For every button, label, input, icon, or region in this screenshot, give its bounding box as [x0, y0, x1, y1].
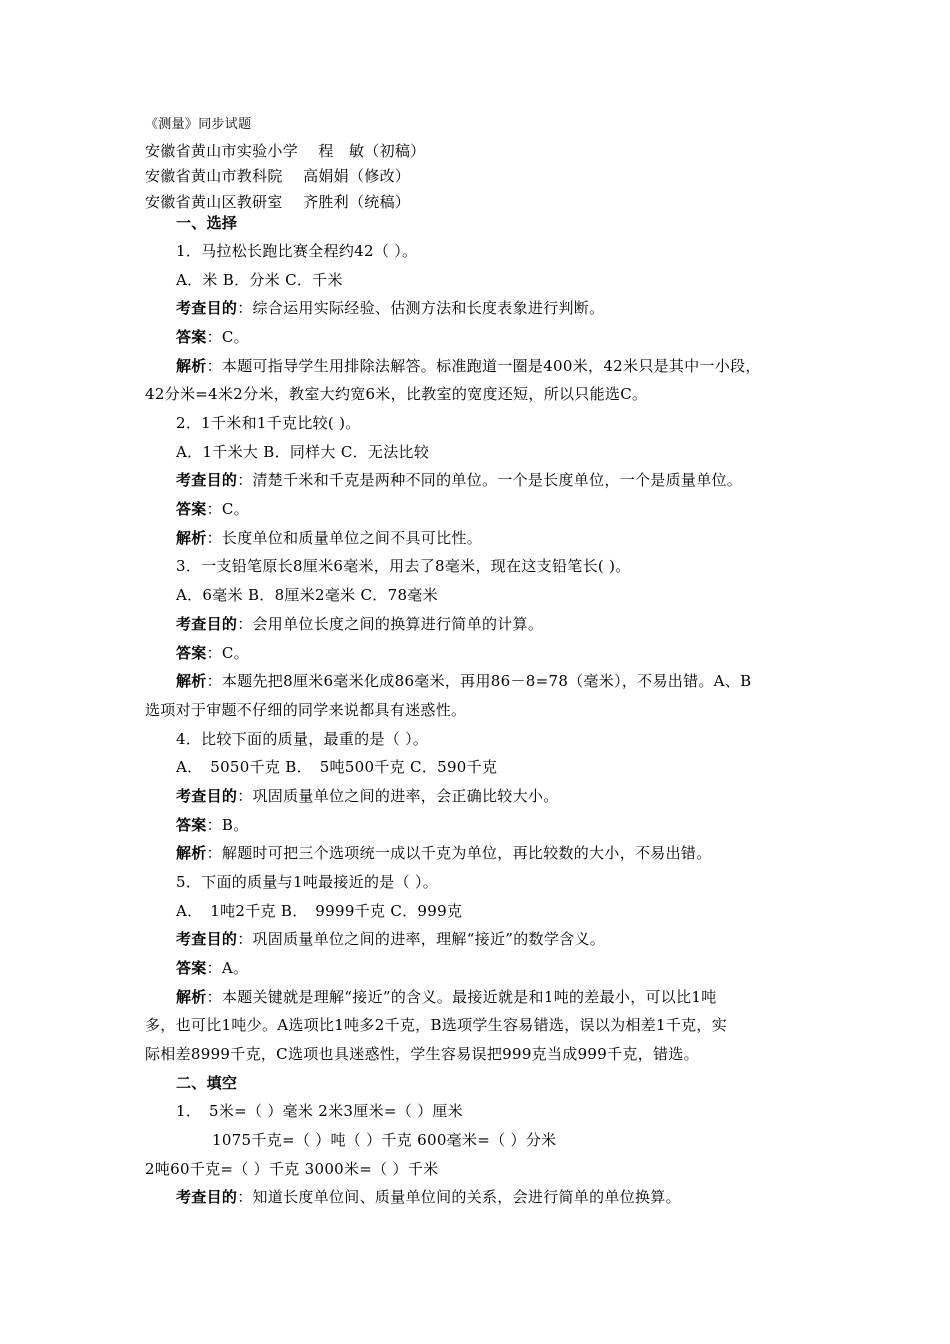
purpose-label: 考查目的 — [176, 1188, 238, 1206]
purpose-text: ：清楚千米和千克是两种不同的单位。一个是长度单位，一个是质量单位。 — [237, 471, 743, 489]
analysis-line — [176, 987, 717, 1007]
question-options: A． 5050千克 B． 5吨500千克 C．590千克 — [176, 758, 498, 776]
question-text: 5．下面的质量与1吨最接近的是（ ）。 — [176, 873, 439, 891]
fill-blank-line: 1075千克=（ ）吨（ ）千克 600毫米=（ ）分米 — [212, 1131, 557, 1149]
author-line: 安徽省黄山市教科院 高娟娟（修改） — [145, 167, 411, 185]
question-text: 2．1千米和1千克比较( )。 — [176, 414, 361, 432]
analysis-label: 解析 — [176, 672, 207, 690]
purpose-label: 考查目的 — [176, 299, 238, 317]
analysis-continuation: 选项对于审题不仔细的同学来说都具有迷惑性。 — [145, 701, 467, 719]
question-options: A．米 B．分米 C．千米 — [176, 271, 343, 289]
answer-label: 答案 — [176, 816, 207, 834]
answer-label: 答案 — [176, 328, 207, 346]
answer-label: 答案 — [176, 500, 207, 518]
author-line: 安徽省黄山区教研室 齐胜利（统稿） — [145, 193, 411, 211]
section-heading: 一、选择 — [176, 214, 238, 232]
purpose-text: ：知道长度单位间、质量单位间的关系，会进行简单的单位换算。 — [237, 1188, 681, 1206]
purpose-label: 考查目的 — [176, 930, 238, 948]
doc-title: 《测量》同步试题 — [145, 117, 252, 132]
purpose-text: ：巩固质量单位之间的进率，会正确比较大小。 — [237, 787, 559, 805]
purpose-line — [176, 614, 543, 634]
purpose-text: ：综合运用实际经验、估测方法和长度表象进行判断。 — [237, 299, 605, 317]
fill-blank-line: 1． 5米=（ ）毫米 2米3厘米=（ ）厘米 — [176, 1102, 464, 1120]
purpose-label: 考查目的 — [176, 787, 238, 805]
answer-line — [176, 958, 248, 978]
question-options: A．6毫米 B．8厘米2毫米 C．78毫米 — [176, 586, 438, 604]
analysis-continuation: 42分米=4米2分米，教室大约宽6米，比教室的宽度还短，所以只能选C。 — [145, 385, 648, 403]
answer-label: 答案 — [176, 644, 207, 662]
purpose-line — [176, 929, 605, 949]
question-text: 3．一支铅笔原长8厘米6毫米，用去了8毫米，现在这支铅笔长( )。 — [176, 557, 631, 575]
purpose-line — [176, 470, 742, 490]
answer-text: ：A。 — [206, 959, 249, 977]
purpose-line — [176, 786, 559, 806]
analysis-text: ：本题可指导学生用排除法解答。标准跑道一圈是400米，42米只是其中一小段， — [206, 357, 761, 375]
answer-line — [176, 327, 249, 347]
question-text: 4．比较下面的质量，最重的是（ ）。 — [176, 730, 429, 748]
analysis-label: 解析 — [176, 844, 207, 862]
purpose-line — [176, 1187, 681, 1207]
purpose-text: ：会用单位长度之间的换算进行简单的计算。 — [237, 615, 544, 633]
purpose-text: ：巩固质量单位之间的进率，理解“接近”的数学含义。 — [237, 930, 606, 948]
answer-line — [176, 643, 249, 663]
purpose-label: 考查目的 — [176, 615, 238, 633]
question-options: A．1千米大 B．同样大 C．无法比较 — [176, 443, 430, 461]
analysis-text: ：本题先把8厘米6毫米化成86毫米，再用86－8=78（毫米），不易出错。A、B — [206, 672, 752, 690]
analysis-label: 解析 — [176, 529, 207, 547]
analysis-text: ：本题关键就是理解“接近”的含义。最接近就是和1吨的差最小，可以比1吨 — [206, 988, 717, 1006]
answer-label: 答案 — [176, 959, 207, 977]
analysis-line — [176, 528, 482, 548]
analysis-label: 解析 — [176, 357, 207, 375]
question-options: A． 1吨2千克 B． 9999千克 C．999克 — [176, 902, 463, 920]
analysis-label: 解析 — [176, 988, 207, 1006]
purpose-label: 考查目的 — [176, 471, 238, 489]
answer-text: ：C。 — [206, 644, 249, 662]
purpose-line — [176, 298, 604, 318]
answer-line — [176, 815, 249, 835]
analysis-line — [176, 671, 751, 691]
analysis-continuation: 际相差8999千克，C选项也具迷惑性，学生容易误把999克当成999千克，错选。 — [145, 1045, 699, 1063]
analysis-text: ：长度单位和质量单位之间不具可比性。 — [206, 529, 483, 547]
question-text: 1．马拉松长跑比赛全程约42（ ）。 — [176, 242, 418, 260]
analysis-continuation: 多，也可比1吨少。A选项比1吨多2千克，B选项学生容易错选，误以为相差1千克，实 — [145, 1016, 728, 1034]
analysis-line — [176, 843, 712, 863]
fill-blank-line: 2吨60千克=（ ）千克 3000米=（ ）千米 — [145, 1160, 439, 1178]
analysis-line — [176, 356, 761, 376]
answer-line — [176, 499, 249, 519]
answer-text: ：B。 — [206, 816, 249, 834]
answer-text: ：C。 — [206, 500, 249, 518]
author-line: 安徽省黄山市实验小学 程 敏（初稿） — [145, 142, 426, 160]
analysis-text: ：解题时可把三个选项统一成以千克为单位，再比较数的大小，不易出错。 — [206, 844, 712, 862]
section-heading: 二、填空 — [176, 1074, 238, 1092]
answer-text: ：C。 — [206, 328, 249, 346]
